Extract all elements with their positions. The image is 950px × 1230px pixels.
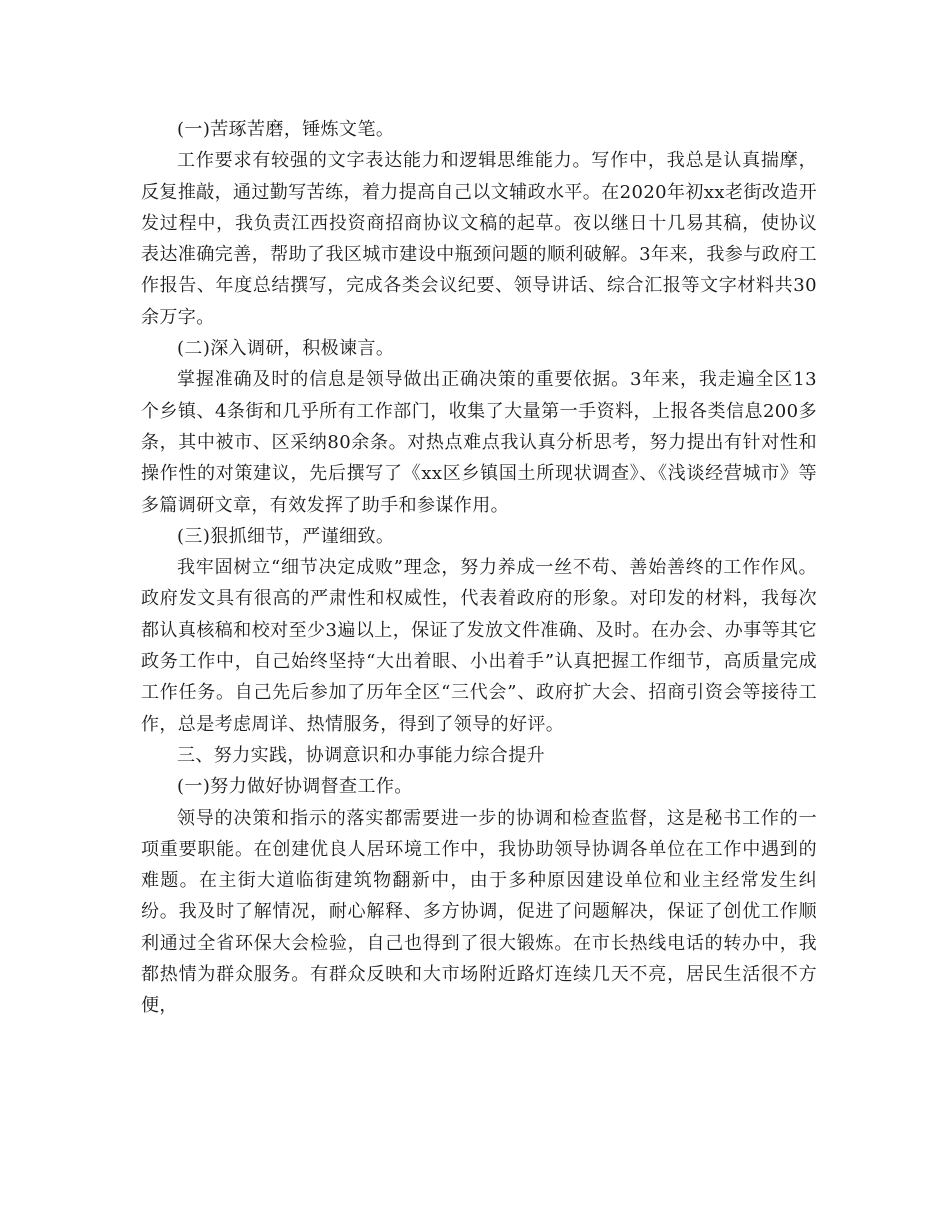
document-body (141, 114, 817, 1022)
paragraph-writing: 工作要求有较强的文字表达能力和逻辑思维能力。写作中，我总是认真揣摩，反复推敲，通过勤写苦练，着力提高自己以文辅政水平。在2020年初xx老街改造开发过程中，我负责江西投资商招商协议文稿的起草。夜以继日十几易其稿，使协议表达准确完善，帮助了我区城市建设中瓶颈问题的顺利破解。3年来，我参与政府工作报告、年度总结撰写，完成各类会议纪要、领导讲话、综合汇报等文字材料共30余万字。 (141, 150, 817, 328)
subheading-2: (二)深入调研，积极谏言。 (177, 338, 395, 360)
subheading-3-1: (一)努力做好协调督查工作。 (177, 776, 413, 798)
paragraph-research: 掌握准确及时的信息是领导做出正确决策的重要依据。3年来，我走遍全区13个乡镇、4条街和几乎所有工作部门，收集了大量第一手资料，上报各类信息200多条，其中被市、区采纳80余条。对热点难点我认真分析思考，努力提出有针对性和操作性的对策建议，先后撰写了《xx区乡镇国土所现状调查》、《浅谈经营城市》等多篇调研文章，有效发挥了助手和参谋作用。 (141, 369, 817, 516)
subheading-3: (三)狠抓细节，严谨细致。 (177, 525, 395, 547)
paragraph-details: 我牢固树立“细节决定成败”理念，努力养成一丝不苟、善始善终的工作作风。政府发文具有很高的严肃性和权威性，代表着政府的形象。对印发的材料，我每次都认真核稿和校对至少3遍以上，保证了发放文件准确、及时。在办会、办事等其它政务工作中，自己始终坚持“大出着眼、小出着手”认真把握工作细节，高质量完成工作任务。自己先后参加了历年全区“三代会”、政府扩大会、招商引资会等接待工作，总是考虑周详、热情服务，得到了领导的好评。 (141, 557, 817, 735)
subheading-1: (一)苦琢苦磨，锤炼文笔。 (177, 119, 395, 140)
paragraph-coordination: 领导的决策和指示的落实都需要进一步的协调和检查监督，这是秘书工作的一项重要职能。在创建优良人居环境工作中，我协助领导协调各单位在工作中遇到的难题。在主街大道临街建筑物翻新中，由于多种原因建设单位和业主经常发生纠纷。我及时了解情况，耐心解释、多方协调，促进了问题解决，保证了创优工作顺利通过全省环保大会检验，自己也得到了很大锻炼。在市长热线电话的转办中，我都热情为群众服务。有群众反映和大市场附近路灯连续几天不亮，居民生活很不方便， (141, 807, 817, 1017)
section-heading-3: 三、努力实践，协调意识和办事能力综合提升 (177, 744, 545, 766)
